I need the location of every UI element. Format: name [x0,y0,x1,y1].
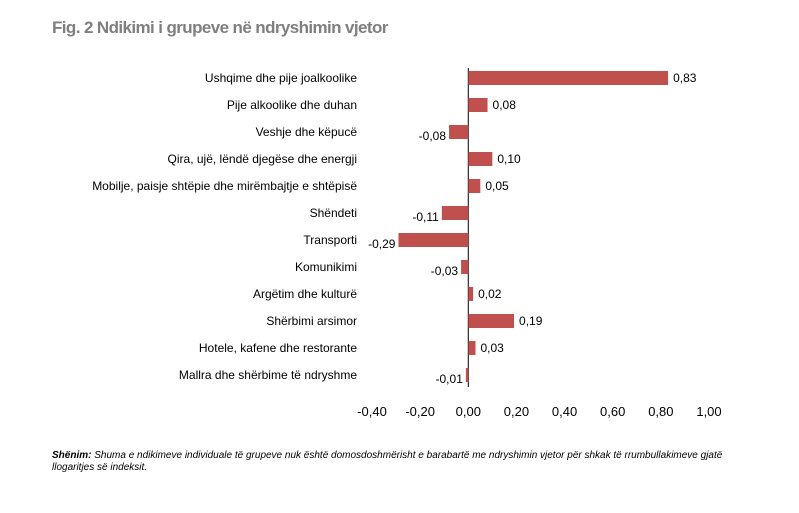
data-label: 0,03 [480,341,504,355]
x-tick-label: 0,20 [503,404,530,419]
note-label: Shënim: [52,450,92,461]
x-tick-label: 0,60 [600,404,626,419]
chart-note [52,450,752,474]
bar [442,206,468,220]
bar [398,233,468,247]
x-tick-label: -0,40 [357,404,387,419]
bar [468,179,480,193]
category-label: Hotele, kafene dhe restorante [198,341,357,355]
bar [468,71,668,85]
bar [468,314,514,328]
x-tick-label: 0,00 [455,404,481,419]
data-label: -0,03 [430,264,459,278]
data-label: 0,83 [673,71,697,85]
bar [468,287,473,301]
bar [468,152,492,166]
x-tick-label: 0,40 [551,404,578,419]
category-label: Veshje dhe këpucë [255,125,357,139]
bar [466,368,468,382]
note-text: Shuma e ndikimeve individuale të grupeve nuk është domosdoshmërisht e barabartë me ndryshimin vjetor për shkak të rrumbullakimeve gjatë llogaritjes së indeksit. [52,450,723,473]
data-label: 0,08 [492,98,516,112]
category-label: Transporti [303,233,357,247]
category-label: Mallra dhe shërbime të ndryshme [178,368,357,382]
bar [461,260,468,274]
data-label: 0,02 [478,287,502,301]
x-tick-label: 1,00 [696,404,722,419]
data-label: -0,01 [435,372,463,386]
bar [468,98,487,112]
chart-title: Fig. 2 Ndikimi i grupeve në ndryshimin vjetor [52,18,388,37]
data-label: -0,29 [368,237,396,251]
category-label: Argëtim dhe kulturë [252,287,357,301]
data-label: -0,11 [412,210,439,224]
category-label: Ushqime dhe pije joalkoolike [204,71,357,85]
category-label: Pije alkoolike dhe duhan [226,98,357,112]
data-label: 0,10 [497,152,521,166]
category-label: Qira, ujë, lëndë djegëse dhe energji [167,152,357,166]
category-label: Mobilje, paisje shtëpie dhe mirëmbajtje e shtëpisë [92,179,357,193]
x-tick-label: 0,80 [648,404,674,419]
category-label: Shëndeti [309,206,357,220]
bar [449,125,468,139]
data-label: 0,19 [519,314,543,328]
category-label: Komunikimi [294,260,357,274]
data-label: 0,05 [485,179,509,193]
bar [468,341,475,355]
data-label: -0,08 [418,129,447,143]
category-label: Shërbimi arsimor [266,314,357,328]
x-tick-label: -0,20 [405,404,435,419]
